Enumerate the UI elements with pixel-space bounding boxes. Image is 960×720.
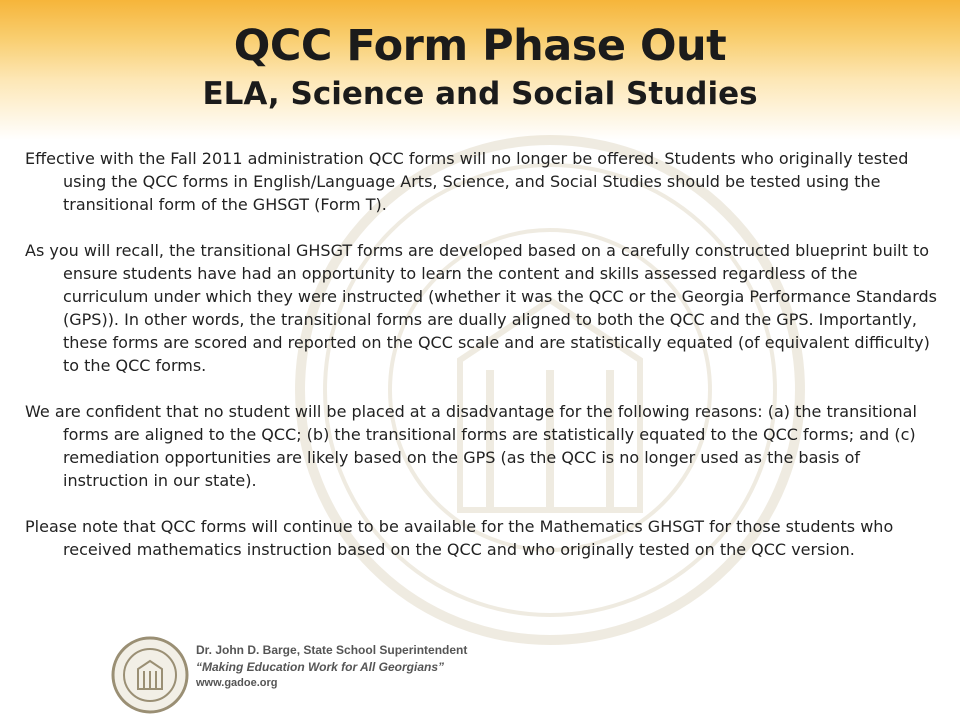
georgia-doe-seal-icon: [110, 635, 190, 715]
paragraph-2: As you will recall, the transitional GHSGT forms are developed based on a carefully constructed blueprint built to ensure students have had an opportunity to learn the content and skills assessed regardless of the curriculum under which they were instructed (whether it was the QCC or the Georgia Performance Standards (GPS)). In other words, the transitional forms are dually aligned to both the QCC and the GPS. Importantly, these forms are scored and reported on the QCC scale and are statistically equated (of equivalent difficulty) to the QCC forms.: [25, 241, 937, 375]
slide-subtitle: ELA, Science and Social Studies: [202, 76, 758, 112]
slide-header: [0, 20, 960, 114]
motto-line: “Making Education Work for All Georgians”: [196, 660, 445, 674]
paragraph-4: Please note that QCC forms will continue to be available for the Mathematics GHSGT for those students who received mathematics instruction based on the QCC and who originally tested on the QCC version.: [25, 517, 894, 559]
paragraph-3: We are confident that no student will be placed at a disadvantage for the following reasons: (a) the transitional forms are aligned to the QCC; (b) the transitional forms are statistically equated to the QCC forms; and (c) remediation opportunities are likely based on the GPS (as the QCC is no longer used as the basis of instruction in our state).: [25, 402, 917, 490]
superintendent-line: Dr. John D. Barge, State School Superintendent: [196, 643, 468, 657]
website-line: www.gadoe.org: [196, 677, 278, 689]
footer-branding: [110, 635, 530, 715]
paragraph-1: Effective with the Fall 2011 administration QCC forms will no longer be offered. Students who originally tested using the QCC forms in English/Language Arts, Science, and Social Studies should be tested using the transitional form of the GHSGT (Form T).: [25, 149, 909, 214]
slide-body: [25, 147, 940, 584]
slide-title: QCC Form Phase Out: [233, 21, 727, 71]
